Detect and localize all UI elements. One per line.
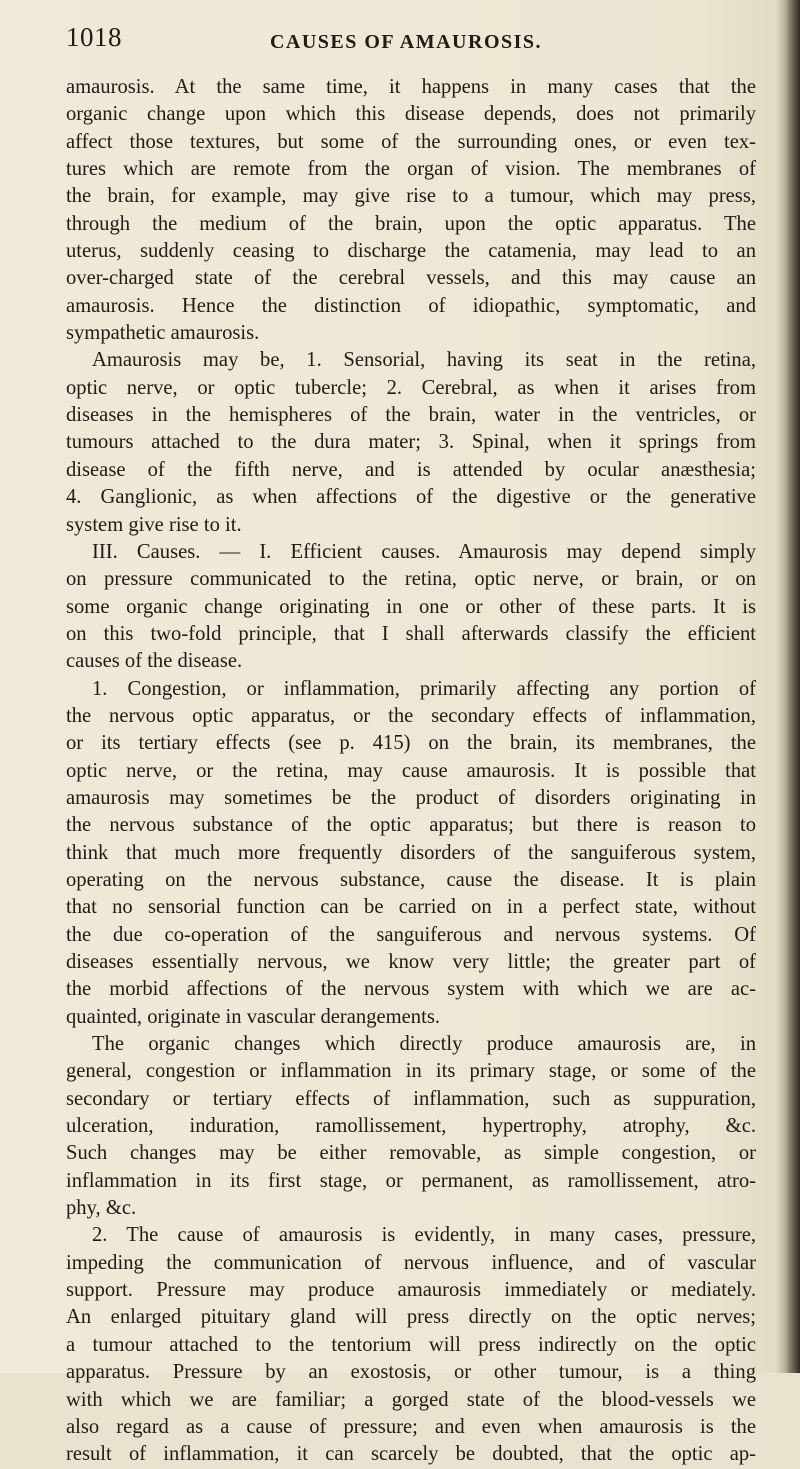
text-line: disease of the fifth nerve, and is attended by ocular anæsthesia; bbox=[66, 458, 756, 481]
text-line: that no sensorial function can be carried on in a perfect state, without bbox=[66, 896, 756, 919]
text-line: the brain, for example, may give rise to a tumour, which may press, bbox=[66, 185, 756, 208]
text-line: Such changes may be either removable, as simple congestion, or bbox=[66, 1142, 756, 1165]
text-line: causes of the disease. bbox=[66, 650, 243, 673]
text-line: general, congestion or inflammation in its primary stage, or some of the bbox=[66, 1060, 756, 1083]
text-line: a tumour attached to the tentorium will press indirectly on the optic bbox=[66, 1333, 756, 1356]
text-line: apparatus. Pressure by an exostosis, or other tumour, is a thing bbox=[66, 1361, 756, 1384]
text-line: on this two-fold principle, that I shall afterwards classify the efficient bbox=[66, 622, 756, 645]
text-line: the morbid affections of the nervous system with which we are ac- bbox=[66, 978, 756, 1001]
text-line: system give rise to it. bbox=[66, 513, 242, 536]
running-title: CAUSES OF AMAUROSIS. bbox=[269, 31, 543, 53]
text-line: Amaurosis may be, 1. Sensorial, having its seat in the retina, bbox=[92, 349, 756, 372]
text-line: with which we are familiar; a gorged state of the blood-vessels we bbox=[66, 1388, 756, 1411]
page-edge-shadow bbox=[786, 0, 800, 1373]
text-line: think that much more frequently disorders of the sanguiferous system, bbox=[66, 841, 756, 864]
text-line: inflammation in its first stage, or permanent, as ramollissement, atro- bbox=[66, 1169, 756, 1192]
text-line: also regard as a cause of pressure; and even when amaurosis is the bbox=[66, 1415, 756, 1438]
text-line: sympathetic amaurosis. bbox=[66, 322, 260, 345]
text-line: the nervous substance of the optic apparatus; but there is reason to bbox=[66, 814, 756, 837]
text-line: through the medium of the brain, upon the optic apparatus. The bbox=[66, 212, 756, 235]
text-line: affect those textures, but some of the surrounding ones, or even tex- bbox=[66, 130, 756, 153]
text-line: amaurosis. Hence the distinction of idiopathic, symptomatic, and bbox=[66, 294, 756, 317]
page-number: 1018 bbox=[66, 22, 122, 52]
text-line: organic change upon which this disease depends, does not primarily bbox=[66, 103, 756, 126]
text-line: phy, &c. bbox=[66, 1197, 137, 1220]
text-line: on pressure communicated to the retina, optic nerve, or brain, or on bbox=[66, 568, 756, 591]
text-line: secondary or tertiary effects of inflammation, such as suppuration, bbox=[66, 1087, 756, 1110]
text-line: diseases essentially nervous, we know very little; the greater part of bbox=[66, 951, 756, 973]
text-line: III. Causes. — I. Efficient causes. Amaurosis may depend simply bbox=[92, 540, 756, 563]
text-line: support. Pressure may produce amaurosis immediately or mediately. bbox=[66, 1279, 756, 1302]
text-line: ulceration, induration, ramollissement, hypertrophy, atrophy, &c. bbox=[66, 1115, 756, 1138]
text-line: diseases in the hemispheres of the brain, water in the ventricles, or bbox=[66, 404, 756, 427]
text-line: some organic change originating in one or other of these parts. It is bbox=[66, 595, 756, 618]
text-line: quainted, originate in vascular derangements. bbox=[66, 1005, 440, 1028]
text-line: 2. The cause of amaurosis is evidently, in many cases, pressure, bbox=[92, 1224, 756, 1247]
text-line: An enlarged pituitary gland will press directly on the optic nerves; bbox=[66, 1306, 756, 1329]
text-line: the nervous optic apparatus, or the secondary effects of inflammation, bbox=[66, 704, 756, 727]
text-line: optic nerve, or optic tubercle; 2. Cerebral, as when it arises from bbox=[66, 376, 756, 399]
text-line: or its tertiary effects (see p. 415) on the brain, its membranes, the bbox=[66, 732, 756, 755]
text-line: operating on the nervous substance, cause the disease. It is plain bbox=[66, 868, 756, 891]
text-line: the due co-operation of the sanguiferous and nervous systems. Of bbox=[66, 923, 756, 946]
text-line: amaurosis may sometimes be the product of disorders originating in bbox=[66, 786, 756, 809]
text-line: The organic changes which directly produce amaurosis are, in bbox=[92, 1033, 756, 1056]
text-line: optic nerve, or the retina, may cause amaurosis. It is possible that bbox=[66, 759, 756, 782]
text-line: impeding the communication of nervous influence, and of vascular bbox=[66, 1251, 756, 1274]
text-line: 1. Congestion, or inflammation, primarily affecting any portion of bbox=[92, 677, 756, 700]
text-line: over-charged state of the cerebral vessels, and this may cause an bbox=[66, 267, 756, 290]
text-line: 4. Ganglionic, as when affections of the digestive or the generative bbox=[66, 486, 756, 509]
text-line: amaurosis. At the same time, it happens in many cases that the bbox=[66, 76, 756, 98]
text-line: tumours attached to the dura mater; 3. Spinal, when it springs from bbox=[66, 431, 756, 454]
body-text bbox=[66, 74, 756, 1469]
text-line: tures which are remote from the organ of vision. The membranes of bbox=[66, 158, 756, 181]
text-line: uterus, suddenly ceasing to discharge the catamenia, may lead to an bbox=[66, 240, 756, 263]
text-line: result of inflammation, it can scarcely be doubted, that the optic ap- bbox=[66, 1443, 756, 1466]
page-header bbox=[66, 22, 746, 62]
